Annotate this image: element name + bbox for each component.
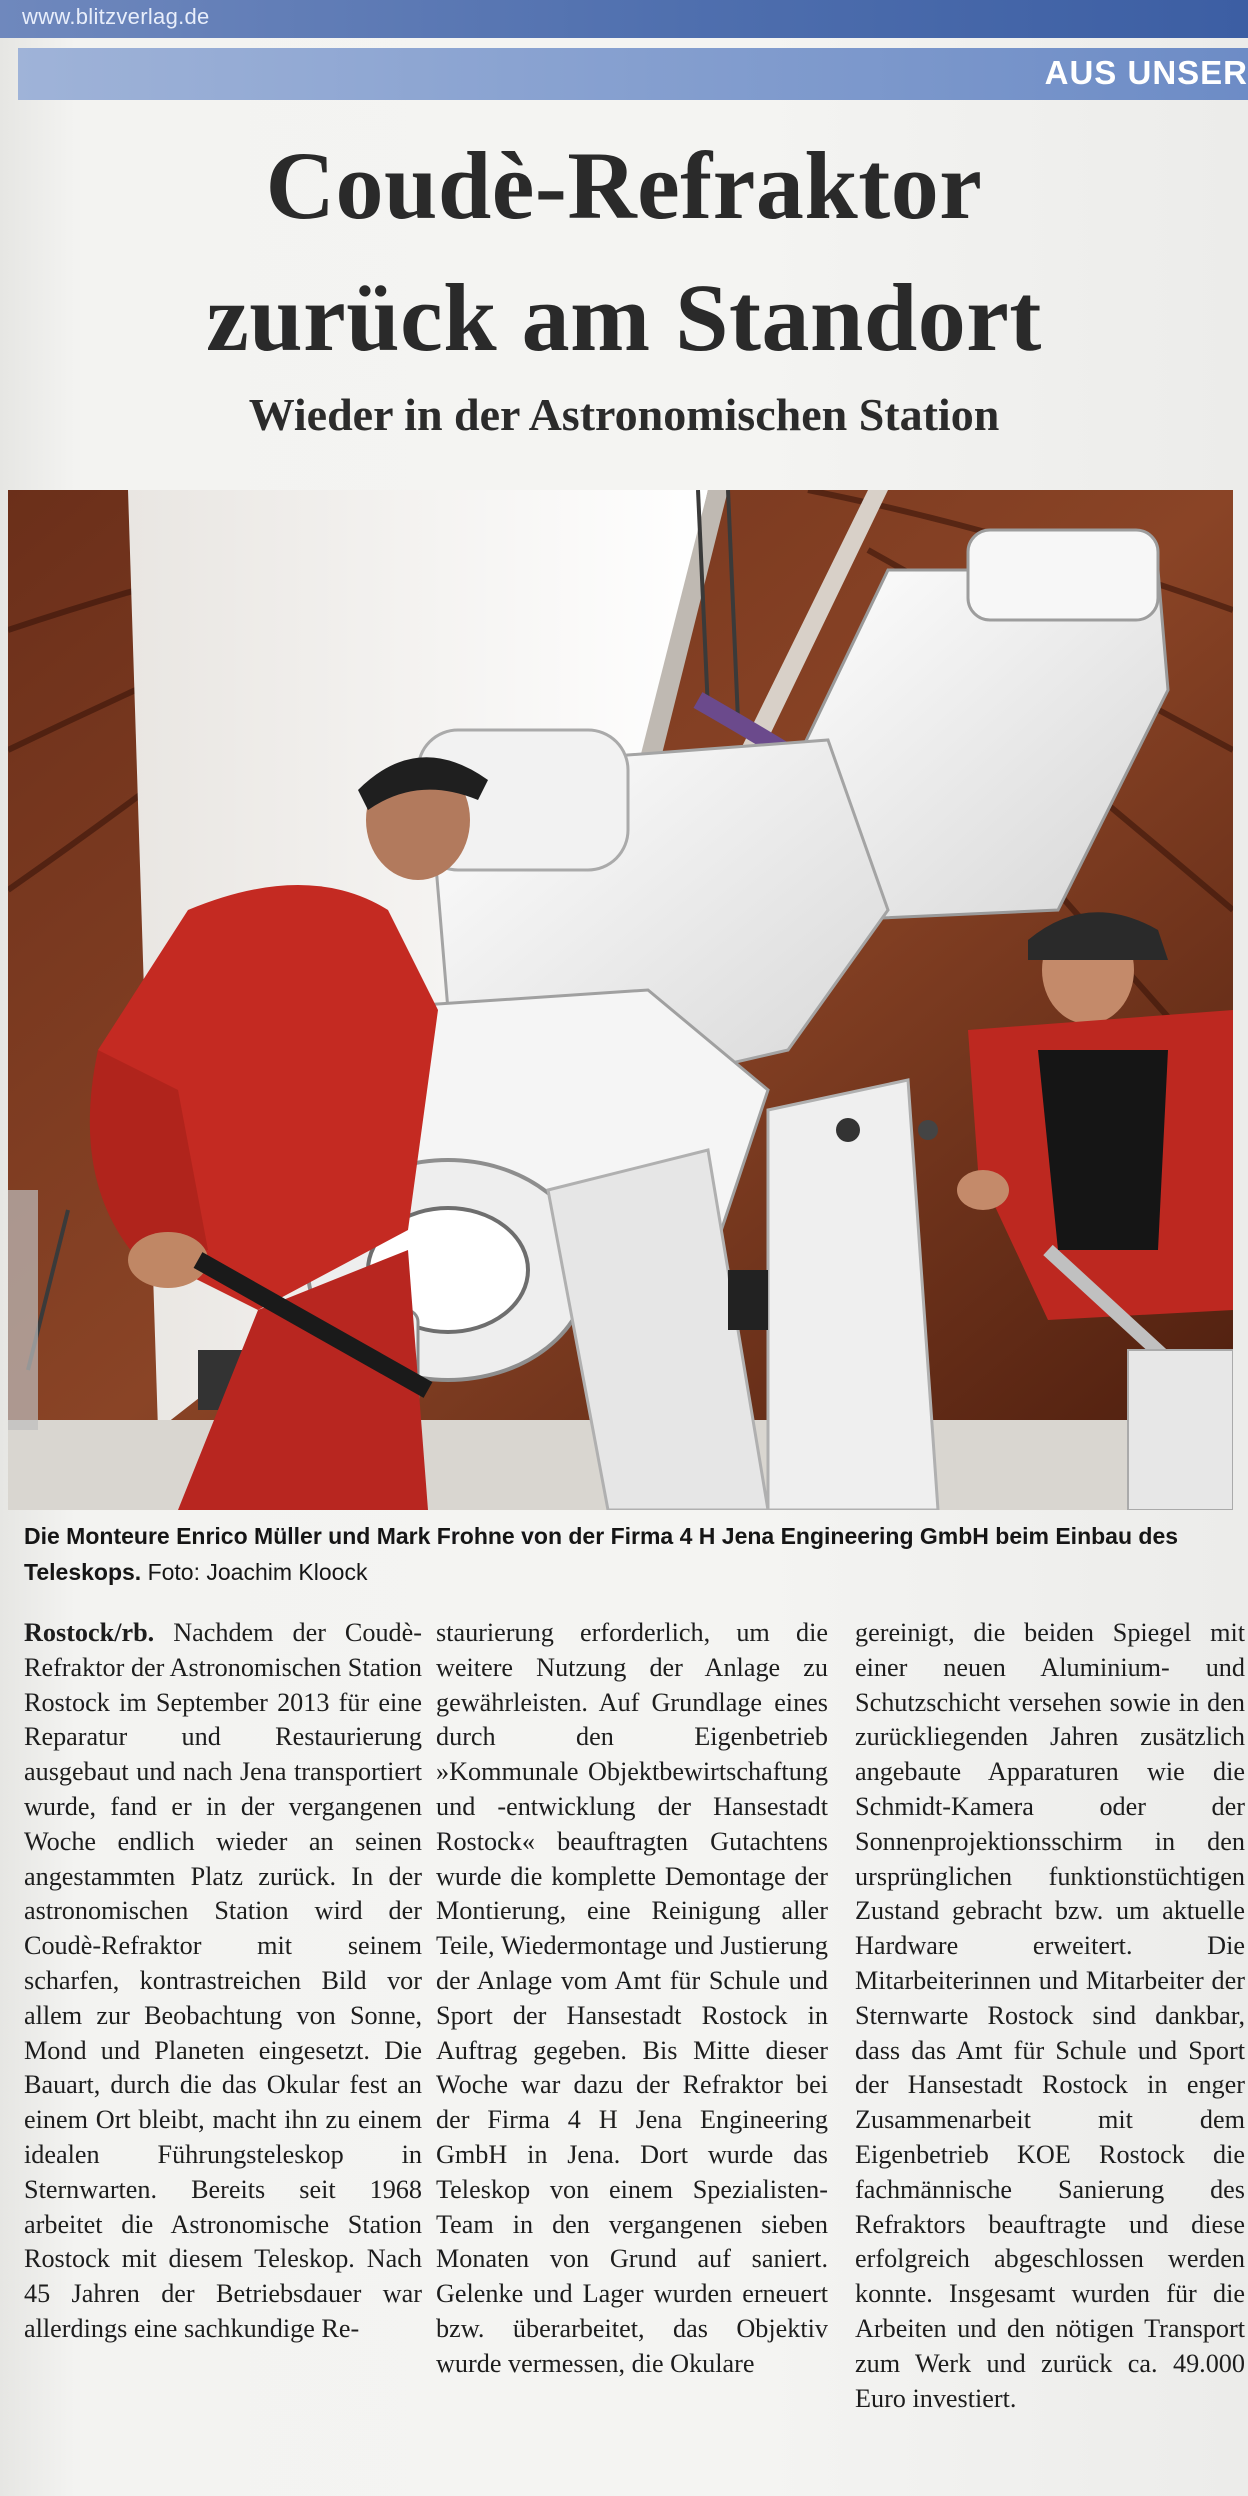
telescope-photo-illustration xyxy=(8,490,1233,1510)
photo-credit: Foto: Joachim Kloock xyxy=(147,1559,368,1585)
column-3-text: gereinigt, die beiden Spiegel mit einer neuen Aluminium- und Schutzschicht versehen sowie in den zurückliegenden Jahren zusätzlich angebaute Apparaturen wie die Schmidt-Kamera oder der Sonnenprojektionsschirm in den ursprünglichen funktionstüchtigen Zustand gebracht bzw. um aktuelle Hardware erweitert. Die Mitarbeiterinnen und Mitarbeiter der Sternwarte Rostock sind dankbar, dass das Amt für Schule und Sport der Hansestadt Rostock in enger Zusammenarbeit mit dem Eigenbetrieb KOE Rostock die fachmännische Sanierung des Refraktors beauftragte und diese erfolgreich abgeschlossen werden konnte. Insgesamt wurden für die Arbeiten und den nötigen Transport zum Werk und zurück ca. 49.000 Euro investiert. xyxy=(855,1618,1245,2413)
headline-line-1: Coudè-Refraktor xyxy=(265,132,983,239)
site-header-strip xyxy=(0,0,1248,38)
section-header-strip xyxy=(18,48,1248,100)
article-column-3 xyxy=(855,1616,1245,2486)
article-column-1 xyxy=(24,1616,422,2486)
article-subheadline: Wieder in der Astronomischen Station xyxy=(248,389,1000,440)
article-column-2 xyxy=(436,1616,828,2486)
column-2-text: staurierung erforderlich, um die weitere Nutzung der Anlage zu gewährleisten. Auf Grundlage eines durch den Eigenbetrieb »Kommunale Objektbewirtschaftung und -entwicklung der Hansestadt Rostock« beauftragten Gutachtens wurde die komplette Demontage der Montierung, eine Reinigung aller Teile, Wiedermontage und Justierung der Anlage vom Amt für Schule und Sport der Hansestadt Rostock in Auftrag gegeben. Bis Mitte dieser Woche war dazu der Refraktor bei der Firma 4 H Jena Engineering GmbH in Jena. Dort wurde das Teleskop von einem Spezialisten-Team in den vergangenen sieben Monaten von Grund auf saniert. Gelenke und Lager wurden erneuert bzw. überarbeitet, das Objektiv wurde vermessen, die Okulare xyxy=(436,1618,828,2378)
site-url: www.blitzverlag.de xyxy=(22,4,210,29)
dateline: Rostock/rb. xyxy=(24,1618,155,1647)
article-headline xyxy=(0,120,1248,384)
caption-text: Die Monteure Enrico Müller und Mark Frohne von der Firma 4 H Jena Engineering GmbH beim Einbau des Teleskops. xyxy=(24,1523,1179,1585)
article-photo xyxy=(8,490,1233,1510)
column-1-text: Nachdem der Coudè-Refraktor der Astronomischen Station Rostock im September 2013 für eine Reparatur und Restaurierung ausgebaut und nach Jena transportiert wurde, fand er in der vergangenen Woche endlich wieder an seinen angestammten Platz zurück. In der astronomischen Station wird der Coudè-Refraktor mit seinem scharfen, kontrastreichen Bild vor allem zur Beobachtung von Sonne, Mond und Planeten eingesetzt. Die Bauart, durch die das Okular fest an einem Ort bleibt, macht ihn zu einem idealen Führungsteleskop in Sternwarten. Bereits seit 1968 arbeitet die Astronomische Station Rostock mit diesem Teleskop. Nach 45 Jahren der Betriebsdauer war allerdings eine sachkundige Re- xyxy=(24,1618,422,2343)
headline-line-2: zurück am Standort xyxy=(206,264,1042,371)
section-label: AUS UNSER xyxy=(1044,54,1248,91)
photo-caption xyxy=(24,1518,1224,1590)
